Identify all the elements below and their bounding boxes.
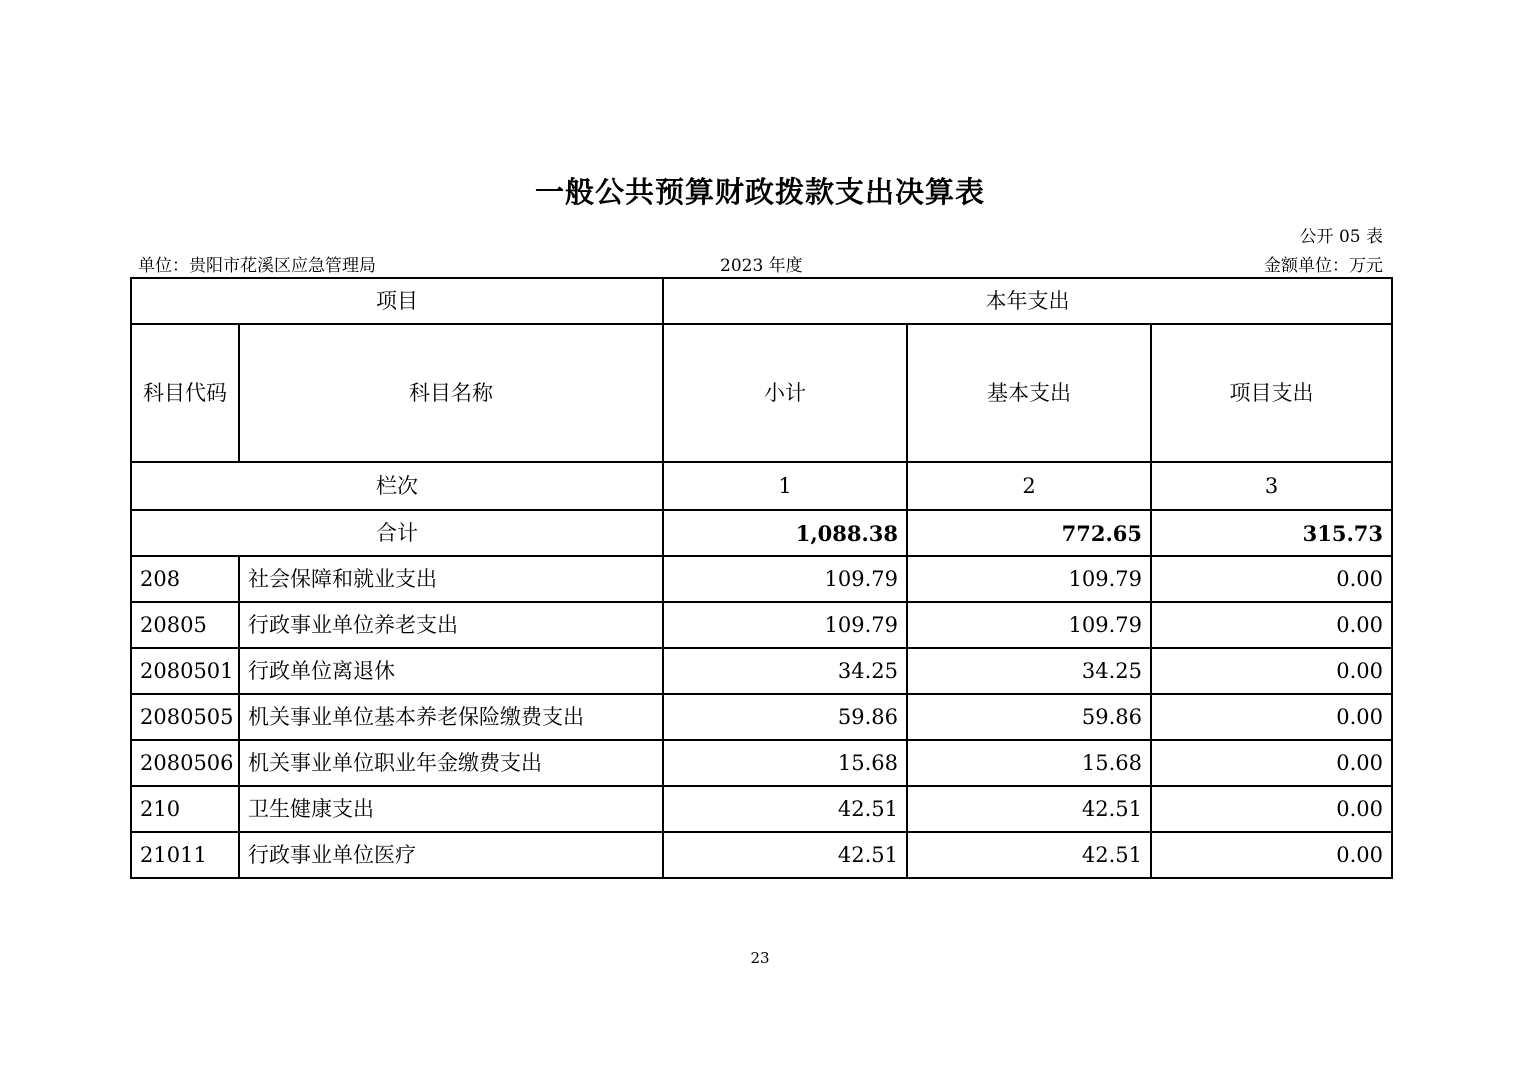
subtotal-cell: 34.25 — [663, 648, 907, 694]
header-subject-name: 科目名称 — [239, 324, 663, 462]
header-subject-code: 科目代码 — [131, 324, 239, 462]
basic-cell: 59.86 — [907, 694, 1151, 740]
reporting-unit: 单位：贵阳市花溪区应急管理局 — [138, 256, 376, 276]
header-project-expenditure: 项目支出 — [1151, 324, 1392, 462]
subject-name-cell: 行政事业单位医疗 — [239, 832, 663, 878]
subtotal-cell: 42.51 — [663, 786, 907, 832]
column-number-label: 栏次 — [131, 462, 663, 510]
project-cell: 0.00 — [1151, 832, 1392, 878]
table-row — [131, 556, 1392, 602]
header-row-top — [131, 278, 1392, 324]
subject-name-cell: 机关事业单位职业年金缴费支出 — [239, 740, 663, 786]
basic-cell: 15.68 — [907, 740, 1151, 786]
table-row — [131, 740, 1392, 786]
total-label: 合计 — [131, 510, 663, 556]
subject-name-cell: 机关事业单位基本养老保险缴费支出 — [239, 694, 663, 740]
header-subtotal: 小计 — [663, 324, 907, 462]
page-title: 一般公共预算财政拨款支出决算表 — [534, 175, 985, 209]
subject-code-cell: 2080501 — [131, 648, 239, 694]
currency-unit: 金额单位：万元 — [1264, 256, 1383, 276]
column-number-3: 3 — [1151, 462, 1392, 510]
subject-name-cell: 行政事业单位养老支出 — [239, 602, 663, 648]
subtotal-cell: 59.86 — [663, 694, 907, 740]
subject-name-cell: 社会保障和就业支出 — [239, 556, 663, 602]
subtotal-cell: 15.68 — [663, 740, 907, 786]
expenditure-table — [130, 277, 1393, 879]
subtotal-cell: 109.79 — [663, 602, 907, 648]
header-basic-expenditure: 基本支出 — [907, 324, 1151, 462]
column-number-row — [131, 462, 1392, 510]
page-number: 23 — [750, 949, 770, 967]
subject-code-cell: 2080506 — [131, 740, 239, 786]
project-cell: 0.00 — [1151, 556, 1392, 602]
subject-code-cell: 20805 — [131, 602, 239, 648]
meta-row — [138, 251, 1383, 276]
table-row — [131, 832, 1392, 878]
subject-name-cell: 卫生健康支出 — [239, 786, 663, 832]
table-row — [131, 602, 1392, 648]
subtotal-cell: 42.51 — [663, 832, 907, 878]
header-current-year-expenditure: 本年支出 — [663, 278, 1392, 324]
header-row-sub — [131, 324, 1392, 462]
total-subtotal: 1,088.38 — [663, 510, 907, 556]
subject-code-cell: 21011 — [131, 832, 239, 878]
subject-code-cell: 2080505 — [131, 694, 239, 740]
subject-code-cell: 210 — [131, 786, 239, 832]
project-cell: 0.00 — [1151, 648, 1392, 694]
subject-name-cell: 行政单位离退休 — [239, 648, 663, 694]
column-number-2: 2 — [907, 462, 1151, 510]
total-row — [131, 510, 1392, 556]
header-project: 项目 — [131, 278, 663, 324]
basic-cell: 109.79 — [907, 602, 1151, 648]
project-cell: 0.00 — [1151, 602, 1392, 648]
total-basic: 772.65 — [907, 510, 1151, 556]
subject-code-cell: 208 — [131, 556, 239, 602]
subtotal-cell: 109.79 — [663, 556, 907, 602]
project-cell: 0.00 — [1151, 740, 1392, 786]
basic-cell: 42.51 — [907, 786, 1151, 832]
basic-cell: 34.25 — [907, 648, 1151, 694]
table-row — [131, 648, 1392, 694]
column-number-1: 1 — [663, 462, 907, 510]
fiscal-year: 2023 年度 — [720, 256, 803, 276]
basic-cell: 109.79 — [907, 556, 1151, 602]
table-row — [131, 694, 1392, 740]
form-number: 公开 05 表 — [1299, 227, 1383, 247]
project-cell: 0.00 — [1151, 786, 1392, 832]
basic-cell: 42.51 — [907, 832, 1151, 878]
table-row — [131, 786, 1392, 832]
project-cell: 0.00 — [1151, 694, 1392, 740]
total-project: 315.73 — [1151, 510, 1392, 556]
